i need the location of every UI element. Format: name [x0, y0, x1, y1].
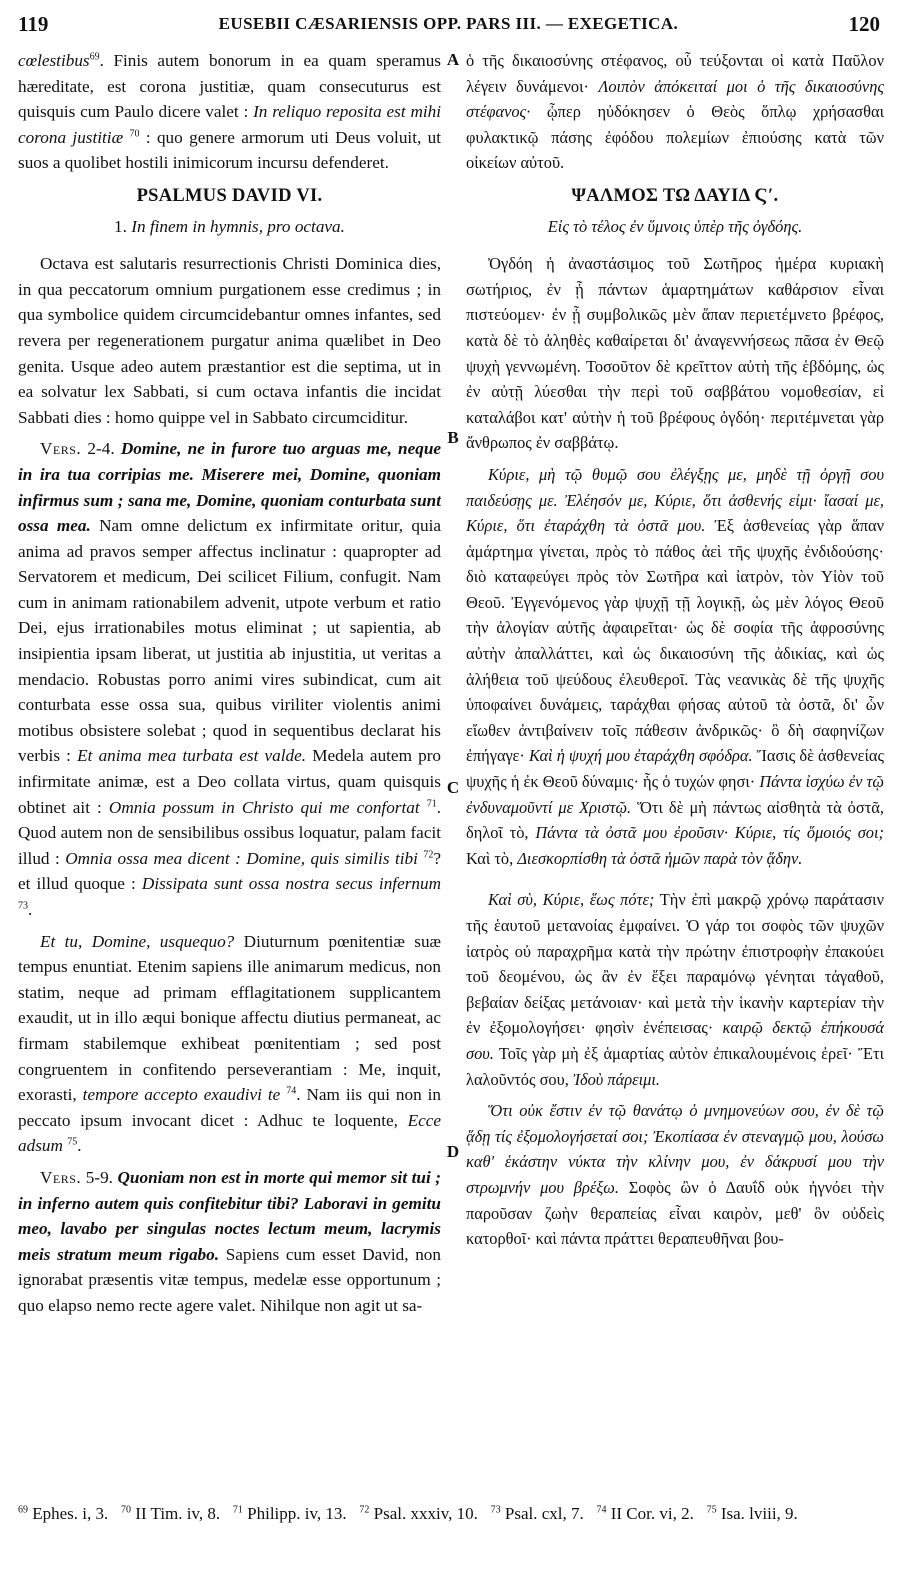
latin-quote: Ecce adsum [18, 1110, 441, 1156]
latin-quote: Et anima mea turbata est valde. [77, 746, 307, 766]
margin-marker-b: B [447, 428, 459, 447]
greek-psalm-title: ΨΑΛΜΟΣ ΤΩ ΔΑΥΙΔ Ϛʹ. [571, 185, 779, 206]
footnote-ref: 74 [286, 1085, 297, 1097]
latin-commentary: Diuturnum pœnitentiæ suæ tempus enuntiat. Etenim sapiens ille animarum medicus, non statim, neque ad primam efflagitationem supplicantem exaudit, ut in illo æqui bonique affectu diutius permaneat, ac firmam stabilemque exhibeat pœnitentiam ; sed post congruentem in confitendo perseverantiam : Me, inquit, exorasti, [18, 931, 441, 1105]
greek-paragraph [466, 462, 884, 872]
latin-commentary: Medela autem pro infirmitate animæ, est a Deo collata virtus, quam quisquis obtinet ait : [18, 746, 441, 817]
footnote-reference: II Cor. vi, 2. [610, 1504, 694, 1523]
footnote-number: 72 [359, 1504, 370, 1516]
running-header [18, 8, 880, 40]
footnote-reference: Psal. xxxiv, 10. [373, 1504, 478, 1523]
footnote-reference: Ephes. i, 3. [32, 1504, 109, 1523]
verse-label: Vers. [40, 1167, 82, 1187]
latin-intro-text: : quo genere armorum uti Deus voluit, ut suos a quolibet hostili inimicorum incursu defenderet. [18, 127, 441, 173]
footnote [359, 1504, 477, 1523]
greek-commentary: Τὴν ἐπὶ μακρῷ χρόνῳ παράτασιν τῆς ἑαυτοῦ μετανοίας ἐμφαίνει. Ὁ γάρ τοι σοφὸς τῶν ψυχῶν ἰατρὸς οὐ παραχρῆμα κατὰ τὴν πρώτην ἐπιστροφὴν ἐπακούει τοῦ δεομένου, ὡς ἂν ἐν ἕξει παραμόνῳ γένηται τἀγαθοῦ, βεβαίαν δείξας μετάνοιαν· καὶ μετὰ τὴν ἱκανὴν καρτερίαν τὴν ἐν ἐξομολογήσει· φησὶν ἐνέπεισας· [466, 890, 884, 1038]
latin-quote: tempore accepto exaudivi te [82, 1085, 281, 1105]
footnote-number: 70 [121, 1504, 132, 1516]
latin-psalm-subtitle [18, 214, 441, 240]
verse-number: 1. [114, 216, 127, 236]
footnote-ref: 72 [423, 849, 434, 861]
greek-text: ᾧπερ ηὐδόκησεν ὁ Θεὸς ὅπλῳ χρήσασθαι φυλακτικῷ πάσης ἐφόδου πολεμίων ἐπιούσης κατὰ τῶν οἰκείων αὐτοῦ. [466, 102, 884, 173]
footnote [233, 1504, 347, 1523]
footnote-number: 71 [232, 1504, 243, 1516]
greek-text: ὁ τῆς δικαιοσύνης στέφανος, οὗ τεύξονται οἱ κατὰ Παῦλον λέγειν δυνάμενοι· [466, 51, 884, 96]
latin-paragraph [18, 436, 441, 922]
latin-commentary: . [77, 1136, 82, 1156]
margin-marker-a: A [446, 50, 460, 69]
page-number-right: 120 [848, 11, 880, 36]
latin-intro-text: . Finis autem bonorum in ea quam speramus hæreditate, est corona justitiæ, quam consecuturus est quisquis cum Paulo dicere valet : [18, 51, 441, 122]
greek-lemma: Καὶ σὺ, Κύριε, ἕως πότε; [488, 890, 655, 910]
latin-commentary: ? et illud quoque : [18, 848, 441, 894]
latin-intro-word: cœlestibus [18, 51, 90, 70]
running-title: EUSEBII CÆSARIENSIS OPP. PARS III. — EXEGETICA. [218, 14, 679, 33]
latin-psalm-title: PSALMUS DAVID VI. [136, 185, 323, 206]
greek-lemma: Κύριε, μὴ τῷ θυμῷ σου ἐλέγξῃς με, μηδὲ τῇ ὀργῇ σου παιδεύσῃς με. Ἐλέησόν με, Κύριε, ὅτι ἀσθενής εἰμι· ἴασαί με, Κύριε, ὅτι ἐταράχθη τὰ ὀστᾶ μου. [466, 464, 884, 536]
greek-quote: Πάντα τὰ ὀστᾶ μου ἐροῦσιν· Κύριε, τίς ὅμοιός σοι; [535, 823, 884, 843]
greek-commentary: Σοφὸς ὢν ὁ Δαυΐδ οὐκ ἠγνόει τὴν παροῦσαν ζωὴν θεραπείας εἶναι καιρὸν, μεθ' ὃν οὐδεὶς κατορθοῖ· καὶ πάντα πράττει θεραπευθῆναι βου- [466, 1177, 884, 1249]
greek-paragraph: Ὀγδόη ἡ ἀναστάσιμος τοῦ Σωτῆρος ἡμέρα κυριακὴ σωτήριος, ἐν ᾗ πάντων ἁμαρτημάτων καθάρσιον εἶναι πιστεύομεν· ἐν ᾗ συμβολικῶς μὲν ἅπαν περιετέμνετο βρέφος, κατὰ δὲ τὸ ἀληθὲς καθαίρεται δι' ἀναγεννήσεως πᾶσα ἐν Θεῷ ψυχὴ γεννωμένη. Τοσοῦτον δὲ κρεῖττον αὐτὴ τῆς ἑβδόμης, ὡς ἐν αὐτῇ λύεσθαι τὴν περὶ τοῦ σαββάτου νομοθεσίαν, εἰ καταλάβοι κατ' αὐτὴν ἡ τοῦ βρέφους ὀγδόη· περιτέμνεται γὰρ ἄνθρωπος ἐν σαββάτῳ. [466, 254, 884, 453]
greek-paragraph [466, 887, 884, 1092]
latin-lemma: Domine, ne in furore tuo arguas me, neque in ira tua corripias me. Miserere mei, Domine, quoniam infirmus sum ; sana me, Domine, quoniam conturbata sunt ossa mea. [18, 439, 441, 536]
verse-number: 2-4. [87, 439, 115, 459]
verse-number: 5-9. [85, 1167, 113, 1187]
latin-quote: In reliquo reposita est mihi corona justitiæ [18, 102, 441, 147]
latin-paragraph: Octava est salutaris resurrectionis Christi Dominica dies, in qua peccatorum omnium purgationem esse credimus ; in qua symbolice quidem circumcidebantur omnes infantes, sed revera per regenerationem purgatur anima quælibet in Deo genita. Usque adeo autem præstantior est die septima, ut in ea solvatur lex Sabbati, si cum octava infantis die incidat Sabbati dies : homo quippe vel in Sabbato circumciditur. [18, 254, 441, 427]
page-number-left: 119 [18, 11, 49, 36]
latin-quote: Dissipata sunt ossa nostra secus infernum [141, 874, 441, 894]
verse-label: Vers. [40, 439, 82, 459]
footnote [121, 1504, 220, 1523]
footnote-ref: 73 [18, 900, 28, 912]
latin-commentary: Sapiens cum esset David, non ignorabat præsentis vitæ tempus, medelæ esse opportunum ; quo elapso nemo recte agere valet. Nihilque non agit ut sa- [18, 1244, 441, 1315]
footnote [18, 1504, 108, 1523]
latin-quote: Omnia possum in Christo qui me confortat [108, 797, 420, 817]
greek-commentary: Ἐξ ἀσθενείας γὰρ ἅπαν ἁμάρτημα γίνεται, πρὸς τὸ πάθος ἀεὶ τῆς ψυχῆς ἐνδιδούσης· διὸ καταφεύγει πρὸς τὸν Σωτῆρα καὶ ἰατρὸν, τὸν Υἱὸν τοῦ Θεοῦ. Ἐγγενόμενος γὰρ ψυχῇ τῇ λογικῇ, ὡς μὲν λόγος Θεοῦ τὴν ἀλογίαν αὐτῆς ἀφαιρεῖται· ὡς δὲ σοφία τῆς ἀφροσύνης αὐτὴν ἀπαλλάττει, καὶ ὡς δικαιοσύνη τῆς ἀδικίας, καὶ ὡς ἀλήθεια τοῦ ψεύδους ἐλευθεροῖ. Τὰς νεανικὰς δὲ τῆς ψυχῆς ὑποφαίνει δυνάμεις, ταράχθαι φήσας αὐτοῦ τὰ ὀστᾶ, δι' ὧν εἴωθεν ἀντιβαίνειν τοῖς πάθεσιν ἀνδρικῶς· ὃ δὴ σαφηνίζων ἐπήγαγε· [466, 516, 884, 766]
greek-psalm-subtitle: Εἰς τὸ τέλος ἐν ὕμνοις ὑπὲρ τῆς ὀγδόης. [547, 216, 803, 236]
greek-commentary: Τοῖς γὰρ μὴ ἐξ ἁμαρτίας αὐτὸν ἐπικαλουμένοις ἐρεῖ· Ἔτι λαλοῦντός σου, [466, 1043, 884, 1089]
footnote-ref: 71 [426, 797, 437, 809]
footnote-number: 75 [706, 1504, 717, 1516]
footnotes [18, 1502, 880, 1526]
greek-quote: Ἰδοὺ πάρειμι. [572, 1069, 661, 1089]
greek-quote: Πάντα ἰσχύω ἐν τῷ ἐνδυναμοῦντί με Χριστῷ. [466, 772, 884, 817]
greek-commentary: Καὶ τὸ, [466, 848, 514, 868]
footnote [707, 1504, 798, 1523]
greek-quote: Διεσκορπίσθη τὰ ὀστᾶ ἡμῶν παρὰ τὸν ᾅδην. [517, 848, 803, 868]
footnote-reference: Philipp. iv, 13. [247, 1504, 347, 1523]
footnote-ref: 69 [89, 51, 100, 63]
greek-column [466, 48, 884, 1500]
spacer [466, 877, 884, 887]
greek-intro [466, 48, 884, 176]
latin-paragraph [18, 929, 441, 1159]
footnote [596, 1504, 693, 1523]
latin-lemma: Et tu, Domine, usquequo? [40, 931, 235, 951]
latin-commentary: . [28, 900, 33, 919]
latin-lemma: Quoniam non est in morte qui memor sit tui ; in inferno autem quis confitebitur tibi? Laboravi in gemitu meo, lavabo per singulas noctes lectum meum, lacrymis meis stratum meum rigabo. [18, 1167, 441, 1264]
greek-lemma: Ὅτι οὐκ ἔστιν ἐν τῷ θανάτῳ ὁ μνημονεύων σου, ἐν δὲ τῷ ᾅδῃ τίς ἐξομολογήσεταί σοι; Ἐκοπίασα ἐν στεναγμῷ μου, λούσω καθ' ἑκάστην νύκτα τὴν κλίνην μου, ἐν δάκρυσί μου τὴν στρωμνήν μου βρέξω. [466, 1101, 884, 1197]
greek-paragraph [466, 1098, 884, 1252]
footnote-ref: 75 [67, 1136, 78, 1148]
footnote-ref: 70 [129, 128, 140, 140]
margin-marker-d: D [446, 1142, 460, 1161]
greek-commentary: Ὅτι δὲ μὴ πάντως αἰσθητὰ τὰ ὀστᾶ, δηλοῖ τὸ, [466, 797, 884, 843]
footnote-reference: Isa. lviii, 9. [720, 1504, 798, 1523]
footnote-number: 69 [18, 1504, 28, 1516]
greek-commentary: Ἴασις δὲ ἀσθενείας ψυχῆς ἡ ἐκ Θεοῦ δύναμις· ἧς ὁ τυχών φησι· [466, 746, 884, 792]
latin-intro [18, 48, 441, 176]
footnote-number: 74 [596, 1504, 607, 1516]
latin-commentary: Nam omne delictum ex infirmitate oritur, quia anima ad pravos semper affectus inclinatur : quapropter ad Servatorem et medicum, Dei scilicet Filium, confugit. Nam cum in animam rationabilem advenit, utpote verbum et ratio Dei, ejus irrationabiles motus eliminat ; ut sapientia, ab insipientia ipsam liberat, ut justitia ab injustitia, ut veritas a mendacio. Robustas porro animi vires subindicat, cum ait conturbata esse ossa sua, quibus viriliter violentis animi motibus obsistere solebat ; quod in sequentibus declarat his verbis : [18, 516, 441, 766]
latin-quote: Omnia ossa mea dicent : Domine, quis similis tibi [65, 848, 418, 868]
footnote-reference: Psal. cxl, 7. [504, 1504, 584, 1523]
latin-commentary: . Quod autem non de sensibilibus ossibus loquatur, palam facit illud : [18, 797, 441, 868]
footnote-reference: II Tim. iv, 8. [135, 1504, 221, 1523]
greek-quote: καιρῷ δεκτῷ ἐπήκουσά σου. [466, 1018, 884, 1063]
greek-quote: Λοιπὸν ἀπόκειταί μοι ὁ τῆς δικαιοσύνης στέφανος· [466, 76, 884, 122]
latin-subtitle-text: In finem in hymnis, pro octava. [131, 216, 345, 236]
footnote-number: 73 [490, 1504, 501, 1516]
greek-quote: Καὶ ἡ ψυχή μου ἐταράχθη σφόδρα. [528, 746, 753, 766]
latin-commentary: . Nam iis qui non in peccato ipsum invocant dicet : Adhuc te loquente, [18, 1085, 441, 1130]
latin-paragraph [18, 1165, 441, 1319]
margin-marker-c: C [446, 778, 460, 797]
latin-column [18, 48, 441, 1500]
footnote [491, 1504, 584, 1523]
